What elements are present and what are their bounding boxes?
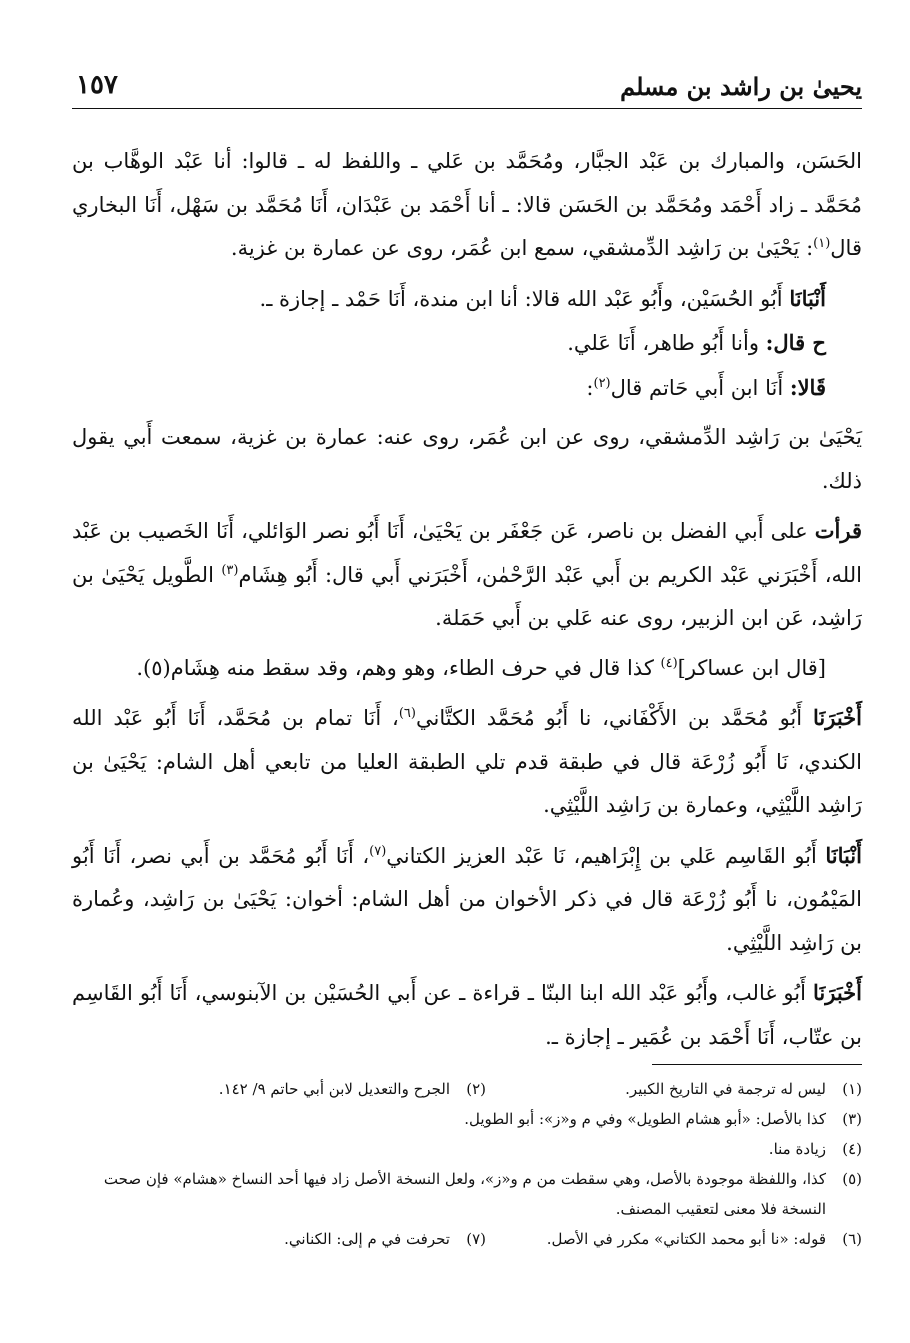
paragraph [72, 696, 862, 828]
footnote-ref: (٤) [660, 655, 678, 671]
paragraph [72, 971, 862, 1059]
footnote-text: تحرفت في م إلى: الكناني. [284, 1230, 450, 1248]
paragraph-lead: ح قال: [765, 330, 826, 355]
footnote-number: (٢) [466, 1080, 486, 1098]
paragraph-text: أَبُو القَاسِم عَلي بن إِبْرَاهيم، نَا عَبْد العزيز الكتاني [386, 843, 826, 868]
paragraph [72, 140, 862, 271]
footnote-ref: (١) [813, 236, 831, 251]
footnote-ref: (٧) [369, 843, 387, 859]
footnote-text: ليس له ترجمة في التاريخ الكبير. [625, 1080, 826, 1098]
paragraph-lead: قرأت [814, 518, 862, 543]
footnote [284, 1224, 486, 1254]
paragraph-lead: أَخْبَرَنَا [813, 705, 862, 730]
paragraph [72, 647, 862, 691]
paragraph-tail: كذا قال في حرف الطاء، وهو وهم، وقد سقط منه هِشَام(٥). [136, 655, 661, 680]
footnotes [72, 1074, 862, 1254]
paragraph-tail: ، أَنَا أَبُو مُحَمَّد بن أَبي نصر، أَنَا أَبُو المَيْمُون، نا أَبُو زُرْعَة قال في ذكر الأخوان من أهل الشام: أخوان: يَحْيَىٰ بن رَاشِد، وعُمارة بن رَاشِد اللَّيْثِي. [72, 843, 862, 955]
footnote [219, 1074, 486, 1104]
footnote-row [72, 1224, 862, 1254]
paragraph-tail: الطَّويل يَحْيَىٰ بن رَاشِد، عَن ابن الزبير، روى عنه عَلي بن أَبي حَمَلة. [72, 562, 862, 630]
footnote [72, 1134, 862, 1164]
paragraph-lead: أَخْبَرَنَا [813, 980, 862, 1005]
paragraph [72, 366, 862, 411]
paragraph-text: يَحْيَىٰ بن رَاشِد الدِّمشقي، روى عن ابن عُمَر، روى عنه: عمارة بن غزية، سمعت أَبي يقول ذلك. [72, 425, 862, 493]
footnote [72, 1164, 862, 1224]
footnote-divider [652, 1064, 862, 1065]
footnote-number: (٦) [842, 1230, 862, 1248]
footnote-number: (٧) [466, 1230, 486, 1248]
footnote [486, 1224, 862, 1254]
footnote-text: زيادة منا. [768, 1140, 826, 1158]
page-number: ١٥٧ [76, 70, 118, 100]
running-title: يحيىٰ بن راشد بن مسلم [620, 72, 862, 101]
footnote-number: (٤) [842, 1140, 862, 1158]
paragraph [72, 321, 862, 366]
footnote-text: الجرح والتعديل لابن أبي حاتم ٩/ ١٤٢. [218, 1080, 450, 1098]
paragraph-tail: : [586, 375, 594, 400]
footnote-text: كذا، واللفظة موجودة بالأصل، وهي سقطت من م و«ز»، ولعل النسخة الأصل زاد فيها أحد النساخ «هشام» فإن صحت النسخة فلا معنى لتعقيب المصنف. [103, 1170, 826, 1218]
main-text [72, 140, 862, 1065]
paragraph-lead: قَالا: [789, 374, 826, 400]
footnote [72, 1104, 862, 1134]
paragraph-text: وأنا أَبُو طاهر، أَنَا عَلي. [567, 331, 766, 355]
paragraph-text: أَنَا ابن أَبي حَاتم قال [610, 375, 790, 400]
paragraph [72, 416, 862, 503]
paragraph-lead: أَنْبَانَا [789, 285, 826, 311]
paragraph-text: [قال ابن عساكر] [677, 655, 826, 680]
footnote-text: قوله: «نا أبو محمد الكتاني» مكرر في الأصل. [546, 1230, 826, 1248]
paragraph-text: أَبُو غالب، وأَبُو عَبْد الله ابنا البنّا ـ قراءة ـ عن أَبي الحُسَيْن بن الآبنوسي، أَنَا أَبُو القَاسِم بن عتّاب، أَنَا أَحْمَد بن عُمَير ـ إجازة ـ. [72, 981, 862, 1049]
footnote-row [72, 1074, 862, 1104]
footnote-ref: (٣) [221, 562, 239, 578]
footnote-number: (٥) [842, 1170, 862, 1188]
paragraph-tail: : يَحْيَىٰ بن رَاشِد الدِّمشقي، سمع ابن عُمَر، روى عن عمارة بن غزية. [230, 236, 814, 260]
footnote-number: (١) [842, 1080, 862, 1098]
paragraph [72, 509, 862, 641]
paragraph-text: على أَبي الفضل بن ناصر، عَن جَعْفَر بن يَحْيَىٰ، أَنَا أَبُو نصر الوَائلي، أَنَا الخَصيب بن عَبْد الله، أَخْبَرَني عَبْد الكريم بن أَبي عَبْد الرَّحْمٰن، أَخْبَرَني أَبي قال: أَبُو هِشَام [72, 519, 862, 587]
paragraph-text: أَبُو الحُسَيْن، وأَبُو عَبْد الله قالا: أنا ابن مندة، أَنَا حَمْد ـ إجازة ـ. [259, 286, 790, 311]
footnote-ref: (٦) [398, 706, 416, 721]
paragraph-tail: ، أَنَا تمام بن مُحَمَّد، أَنَا أَبُو عَبْد الله الكندي، نَا أَبُو زُرْعَة قال في طبقة قدم تلي الطبقة العليا من تابعي أهل الشام: يَحْيَىٰ بن رَاشِد اللَّيْثِي، وعمارة بن رَاشِد اللَّيْثِي. [72, 706, 862, 817]
footnote-number: (٣) [842, 1110, 862, 1128]
footnote [486, 1074, 862, 1104]
paragraph-text: أَبُو مُحَمَّد بن الأَكْفَاني، نا أَبُو مُحَمَّد الكتَّاني [415, 706, 814, 730]
paragraph [72, 834, 862, 966]
page-header [72, 68, 862, 109]
footnote-text: كذا بالأصل: «أبو هشام الطويل» وفي م و«ز»: أبو الطويل. [464, 1110, 826, 1128]
paragraph [72, 277, 862, 322]
footnote-ref: (٢) [593, 375, 611, 391]
paragraph-text: الحَسَن، والمبارك بن عَبْد الجبَّار، ومُحَمَّد بن عَلي ـ واللفظ له ـ قالوا: أنا عَبْد الوهَّاب بن مُحَمَّد ـ زاد أَحْمَد ومُحَمَّد بن الحَسَن قالا: ـ أنا أَحْمَد بن عَبْدَان، أَنَا مُحَمَّد بن سَهْل، أَنَا البخاري قال [72, 149, 862, 260]
paragraph-lead: أَنْبَانَا [825, 842, 862, 868]
